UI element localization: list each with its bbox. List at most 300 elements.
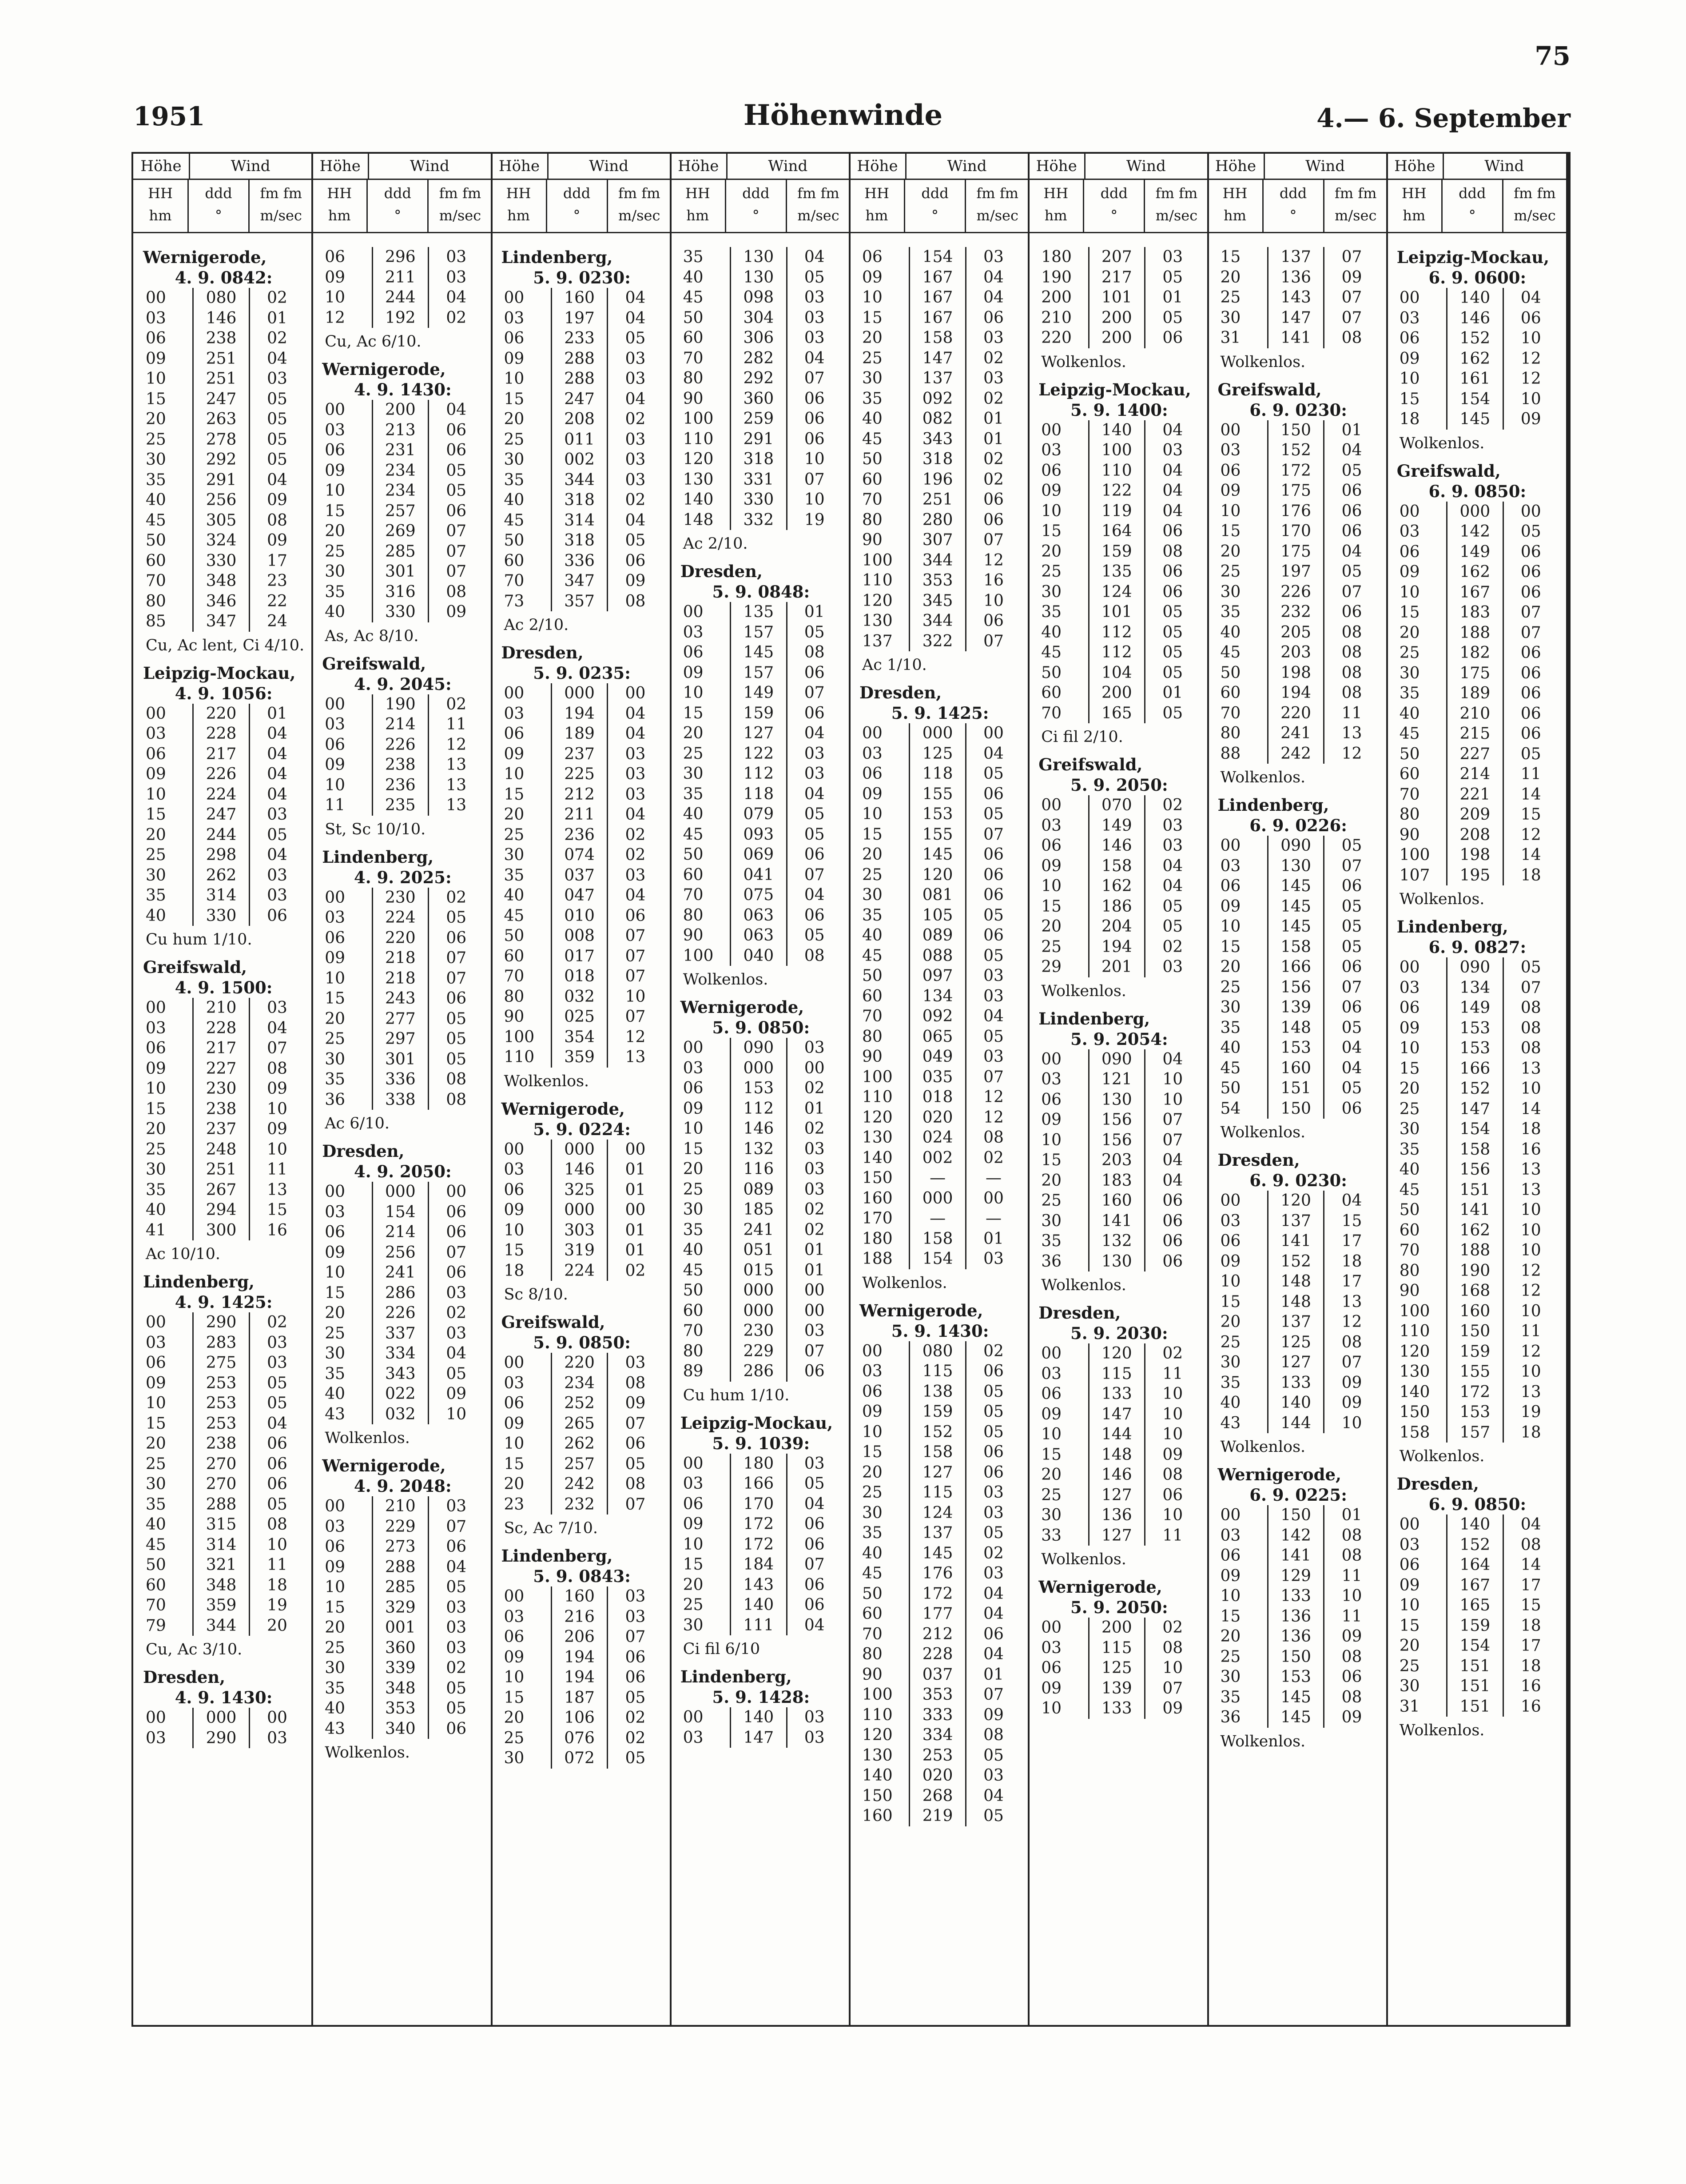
direction-value: 092: [909, 389, 965, 409]
speed-value: 04: [1144, 856, 1200, 877]
table-row: [501, 683, 663, 704]
table-row: [680, 845, 842, 865]
table-row: [501, 389, 663, 410]
speed-value: 03: [965, 1249, 1021, 1269]
height-value: 06: [1041, 1385, 1062, 1403]
direction-value: 146: [1446, 308, 1503, 329]
table-row: [501, 490, 663, 510]
direction-value: 235: [372, 795, 428, 816]
table-row: [322, 420, 483, 441]
speed-value: 07: [1323, 977, 1379, 998]
speed-value: 05: [965, 1523, 1021, 1543]
table-row: [680, 1159, 842, 1180]
station-time: 6. 9. 0230:: [1249, 400, 1347, 420]
table-row: [322, 1698, 483, 1719]
table-row: [859, 1523, 1021, 1543]
table-row: [143, 551, 304, 571]
direction-value: 227: [1446, 744, 1503, 765]
direction-value: 172: [730, 1514, 786, 1534]
table-row: [1397, 1079, 1558, 1099]
table-row: [680, 885, 842, 905]
direction-value: 194: [551, 1667, 607, 1688]
speed-value: 08: [428, 582, 483, 602]
speed-value: 08: [1323, 1647, 1379, 1667]
speed-value: 06: [1503, 542, 1558, 562]
direction-value: 011: [551, 430, 607, 450]
speed-value: 02: [607, 490, 662, 510]
direction-value: 241: [730, 1220, 786, 1240]
table-row: [859, 1463, 1021, 1483]
height-value: 10: [1220, 1272, 1241, 1291]
station-time: 6. 9. 0850:: [1428, 1495, 1527, 1514]
speed-value: 01: [607, 1240, 662, 1261]
height-value: 00: [325, 401, 346, 419]
height-value: 36: [1041, 1252, 1062, 1271]
height-value: 25: [146, 1455, 166, 1473]
height-value: 100: [862, 1686, 893, 1704]
direction-value: 292: [730, 368, 786, 389]
height-value: 09: [683, 663, 704, 682]
speed-value: 01: [786, 1099, 842, 1119]
table-row: [322, 714, 483, 735]
speed-value: 10: [249, 1099, 304, 1120]
speed-value: 09: [428, 1384, 483, 1404]
table-row: [680, 1220, 842, 1240]
table-row: [1218, 1586, 1379, 1606]
direction-value: 251: [192, 369, 249, 389]
speed-value: 03: [786, 744, 842, 764]
speed-value: 03: [965, 1766, 1021, 1786]
table-row: [501, 865, 663, 886]
table-row: [1038, 856, 1200, 877]
height-value: 150: [862, 1169, 893, 1187]
height-value: 30: [1041, 582, 1062, 601]
direction-value: 069: [730, 845, 786, 865]
speed-value: 08: [1503, 1535, 1558, 1555]
station-heading: [143, 957, 304, 998]
direction-value: 314: [551, 510, 607, 531]
table-row: [859, 905, 1021, 926]
table-row: [322, 888, 483, 908]
cloud-note: Cu, Ac 6/10.: [325, 333, 422, 351]
table-row: [143, 998, 304, 1018]
direction-value: 200: [1088, 1618, 1145, 1638]
table-column: [1387, 154, 1566, 2025]
table-row: [680, 1301, 842, 1321]
direction-value: 110: [1088, 461, 1145, 481]
station-time: 4. 9. 2048:: [354, 1476, 452, 1496]
table-column: [133, 154, 312, 2025]
station-time: 6. 9. 0230:: [1249, 1171, 1347, 1190]
direction-value: 220: [372, 928, 428, 949]
direction-value: 236: [372, 775, 428, 796]
height-value: 09: [1399, 563, 1420, 581]
direction-value: 251: [192, 1160, 249, 1180]
direction-value: 187: [551, 1688, 607, 1708]
speed-value: 06: [249, 1434, 304, 1454]
speed-value: 00: [786, 1280, 842, 1301]
table-row: [322, 267, 483, 288]
speed-value: 13: [1503, 1059, 1558, 1079]
speed-value: 05: [607, 1454, 662, 1475]
direction-value: 210: [372, 1496, 428, 1517]
speed-value: 04: [607, 308, 662, 329]
direction-value: 334: [909, 1725, 965, 1746]
table-row: [501, 349, 663, 369]
height-value: 45: [862, 946, 883, 965]
table-row: [1038, 1618, 1200, 1638]
direction-value: 360: [730, 389, 786, 409]
cloud-note: Wolkenlos.: [1220, 1438, 1306, 1456]
cloud-note: Cu, Ac 3/10.: [146, 1641, 243, 1658]
table-row: [143, 785, 304, 805]
height-value: 15: [325, 989, 346, 1008]
table-row: [1038, 267, 1200, 288]
header-hm-label: hm: [1224, 207, 1246, 224]
speed-value: 09: [1503, 409, 1558, 430]
height-value: 20: [325, 1304, 346, 1322]
height-value: 20: [683, 724, 704, 742]
station-time: 6. 9. 0226:: [1249, 816, 1347, 835]
direction-value: 134: [909, 986, 965, 1007]
table-row: [1397, 1099, 1558, 1120]
table-row: [680, 449, 842, 470]
height-value: 15: [325, 1598, 346, 1617]
direction-value: 153: [730, 1078, 786, 1099]
table-row: [143, 906, 304, 926]
table-row: [1397, 502, 1558, 522]
speed-value: 02: [786, 1078, 842, 1099]
table-row: [1397, 1595, 1558, 1616]
height-value: 06: [683, 1495, 704, 1513]
direction-value: 145: [1267, 876, 1324, 897]
height-value: 25: [146, 1140, 166, 1159]
direction-value: 144: [1088, 1424, 1145, 1445]
direction-value: 154: [1446, 1636, 1503, 1656]
station-heading: [1397, 917, 1558, 957]
station-heading: [143, 663, 304, 704]
direction-value: 230: [730, 1321, 786, 1341]
header-hh: [312, 179, 368, 232]
station-time: 5. 9. 1430:: [891, 1321, 989, 1341]
speed-value: 09: [1323, 1373, 1379, 1393]
table-row: [143, 470, 304, 490]
speed-value: 04: [249, 1414, 304, 1434]
speed-value: 04: [1144, 501, 1200, 522]
table-row: [859, 409, 1021, 429]
speed-value: 04: [786, 723, 842, 744]
table-row: [1038, 1150, 1200, 1171]
speed-value: 02: [1144, 795, 1200, 816]
speed-value: 10: [1144, 1658, 1200, 1678]
height-value: 06: [1220, 877, 1241, 895]
height-value: 03: [683, 1475, 704, 1493]
speed-value: 16: [1503, 1697, 1558, 1717]
height-value: 10: [1399, 370, 1420, 388]
speed-value: 04: [786, 1615, 842, 1636]
table-row: [322, 1537, 483, 1557]
height-value: 200: [1041, 288, 1072, 307]
station-name: Dresden,: [1038, 1303, 1121, 1323]
station-heading: [1038, 754, 1200, 795]
table-row: [859, 287, 1021, 308]
direction-value: 306: [730, 328, 786, 348]
table-row: [143, 1616, 304, 1636]
height-value: 09: [1220, 897, 1241, 916]
table-row: [1038, 440, 1200, 461]
height-value: 20: [146, 1120, 166, 1138]
height-value: 45: [862, 1564, 883, 1582]
table-row: [1397, 308, 1558, 329]
direction-value: 189: [1446, 683, 1503, 704]
speed-value: 10: [1144, 1505, 1200, 1526]
table-row: [680, 1615, 842, 1636]
direction-value: 137: [1267, 1312, 1324, 1332]
table-row: [680, 1494, 842, 1514]
speed-value: 03: [786, 1139, 842, 1160]
height-value: 00: [504, 684, 525, 702]
height-value: 15: [683, 1555, 704, 1574]
table-row: [680, 1361, 842, 1382]
table-row: [859, 1725, 1021, 1746]
speed-value: 03: [786, 1454, 842, 1474]
speed-value: 01: [1323, 420, 1379, 441]
height-value: 70: [1399, 785, 1420, 804]
speed-value: 07: [428, 948, 483, 968]
speed-value: 06: [1323, 481, 1379, 501]
table-row: [143, 1595, 304, 1616]
speed-value: 07: [249, 1038, 304, 1059]
speed-value: 03: [428, 1598, 483, 1618]
table-row: [859, 764, 1021, 784]
speed-value: 06: [428, 440, 483, 461]
direction-value: 081: [909, 885, 965, 905]
speed-value: 00: [786, 1301, 842, 1321]
direction-value: 158: [1446, 1140, 1503, 1160]
height-value: 45: [862, 430, 883, 448]
direction-value: 141: [1267, 1546, 1324, 1566]
speed-value: 03: [965, 368, 1021, 389]
header-row-1: [1387, 154, 1566, 180]
speed-value: 06: [428, 420, 483, 441]
height-value: 130: [862, 612, 893, 630]
height-value: 20: [1220, 958, 1241, 976]
direction-value: 002: [909, 1148, 965, 1168]
table-row: [143, 805, 304, 825]
height-value: 25: [146, 846, 166, 864]
direction-value: 212: [909, 1624, 965, 1645]
table-row: [501, 1708, 663, 1728]
direction-value: 090: [1267, 836, 1324, 856]
direction-value: 118: [730, 784, 786, 805]
height-value: 70: [683, 886, 704, 904]
speed-value: 05: [249, 450, 304, 470]
direction-value: 360: [372, 1638, 428, 1658]
table-row: [501, 825, 663, 845]
table-row: [859, 631, 1021, 652]
direction-value: 224: [551, 1261, 607, 1281]
header-msec-label: m/sec: [1334, 207, 1377, 224]
height-value: 35: [683, 248, 704, 266]
station-name: Lindenberg,: [501, 247, 613, 267]
direction-value: 332: [730, 510, 786, 530]
table-row: [1397, 1281, 1558, 1301]
height-value: 45: [1220, 643, 1241, 662]
direction-value: 200: [1088, 683, 1145, 703]
cloud-note: Wolkenlos.: [862, 1274, 947, 1292]
speed-value: 06: [965, 1624, 1021, 1645]
table-row: [859, 611, 1021, 631]
table-row: [1218, 1332, 1379, 1353]
direction-value: 153: [1267, 1038, 1324, 1058]
table-row: [143, 1333, 304, 1353]
direction-value: 112: [730, 1099, 786, 1119]
header-deg-label: °: [573, 207, 581, 224]
station-heading: [501, 642, 663, 683]
speed-value: 06: [1323, 602, 1379, 622]
table-row: [1218, 1606, 1379, 1627]
speed-value: 04: [965, 1006, 1021, 1027]
speed-value: 04: [1144, 481, 1200, 501]
header-hoehe: Höhe: [133, 154, 190, 179]
table-row: [680, 905, 842, 926]
direction-value: 294: [192, 1200, 249, 1220]
height-value: 20: [683, 1575, 704, 1594]
table-row: [680, 267, 842, 288]
direction-value: 150: [1267, 420, 1324, 441]
direction-value: 158: [909, 1442, 965, 1463]
cloud-note: Wolkenlos.: [1220, 1124, 1306, 1141]
direction-value: 168: [1446, 1281, 1503, 1301]
height-value: 70: [504, 967, 525, 985]
table-column: [1208, 154, 1387, 2025]
speed-value: 02: [249, 288, 304, 308]
speed-value: 04: [607, 704, 662, 724]
table-row: [143, 1514, 304, 1535]
height-value: 45: [1041, 643, 1062, 662]
table-row: [501, 1393, 663, 1414]
direction-value: 000: [730, 1280, 786, 1301]
table-row: [859, 429, 1021, 450]
table-row: [680, 389, 842, 409]
table-row: [501, 966, 663, 987]
table-row: [143, 369, 304, 389]
speed-value: 07: [786, 1341, 842, 1362]
header-hh: [1208, 179, 1264, 232]
station-time: 5. 9. 1428:: [712, 1687, 810, 1707]
speed-value: 05: [1323, 836, 1379, 856]
direction-value: 226: [192, 764, 249, 785]
speed-value: 05: [965, 1806, 1021, 1826]
height-value: 60: [504, 947, 525, 965]
height-value: 03: [683, 1728, 704, 1747]
direction-value: 100: [1088, 440, 1145, 461]
header-ddd-label: ddd: [384, 185, 412, 202]
height-value: 10: [683, 1535, 704, 1554]
speed-value: 09: [607, 571, 662, 591]
speed-value: 02: [607, 845, 662, 865]
height-value: 35: [504, 470, 525, 489]
direction-value: 285: [372, 542, 428, 562]
station-name: Dresden,: [859, 683, 942, 702]
table-row: [859, 530, 1021, 550]
header-hoehe: Höhe: [312, 154, 369, 179]
station-name: Lindenberg,: [143, 1272, 254, 1291]
speed-value: 10: [786, 449, 842, 470]
speed-value: 02: [249, 1312, 304, 1333]
direction-value: 282: [730, 348, 786, 369]
direction-value: 343: [909, 429, 965, 450]
height-value: 10: [1041, 877, 1062, 895]
table-row: [859, 1422, 1021, 1443]
table-row: [143, 1474, 304, 1495]
header-hh: [1387, 179, 1443, 232]
direction-value: 214: [372, 1222, 428, 1243]
speed-value: 10: [1144, 1404, 1200, 1425]
table-row: [1218, 957, 1379, 977]
table-row: [1218, 308, 1379, 328]
table-row: [859, 368, 1021, 389]
speed-value: 04: [786, 885, 842, 905]
speed-value: 17: [1323, 1271, 1379, 1292]
height-value: 25: [504, 430, 525, 449]
speed-value: 03: [249, 885, 304, 906]
height-value: 09: [504, 1414, 525, 1433]
table-row: [859, 1341, 1021, 1362]
height-value: 80: [862, 1645, 883, 1663]
height-value: 73: [504, 592, 525, 610]
speed-value: 03: [607, 450, 662, 470]
direction-value: 253: [192, 1414, 249, 1434]
direction-value: 165: [1088, 703, 1145, 724]
station-time: 5. 9. 0850:: [533, 1333, 631, 1352]
table-row: [143, 764, 304, 785]
table-row: [1397, 1059, 1558, 1079]
table-row: [680, 1240, 842, 1260]
height-value: 09: [1399, 349, 1420, 368]
table-row: [1218, 501, 1379, 522]
speed-value: 10: [1144, 1069, 1200, 1090]
table-row: [501, 1667, 663, 1688]
speed-value: 05: [1503, 957, 1558, 978]
direction-value: 288: [372, 1557, 428, 1578]
direction-value: 147: [1446, 1099, 1503, 1120]
table-row: [143, 1140, 304, 1160]
speed-value: 05: [1144, 308, 1200, 328]
direction-value: 145: [909, 845, 965, 865]
direction-value: 316: [372, 582, 428, 602]
height-value: 10: [1220, 1587, 1241, 1605]
header-ff: [787, 179, 850, 232]
station-heading: [680, 997, 842, 1038]
direction-value: 115: [909, 1483, 965, 1503]
height-value: 35: [504, 866, 525, 885]
direction-value: 136: [1267, 267, 1324, 288]
station-name: Dresden,: [680, 562, 763, 581]
table-row: [1218, 1251, 1379, 1272]
table-row: [1038, 562, 1200, 582]
height-value: 50: [146, 531, 166, 550]
height-value: 03: [504, 1160, 525, 1179]
height-value: 15: [1399, 603, 1420, 622]
speed-value: 03: [607, 470, 662, 490]
cloud-note: Wolkenlos.: [325, 1429, 410, 1447]
speed-value: 08: [1323, 642, 1379, 663]
direction-value: 149: [1446, 998, 1503, 1018]
header-fmfm-label: fm fm: [439, 185, 481, 202]
height-value: 137: [862, 632, 893, 650]
table-row: [1218, 1413, 1379, 1434]
